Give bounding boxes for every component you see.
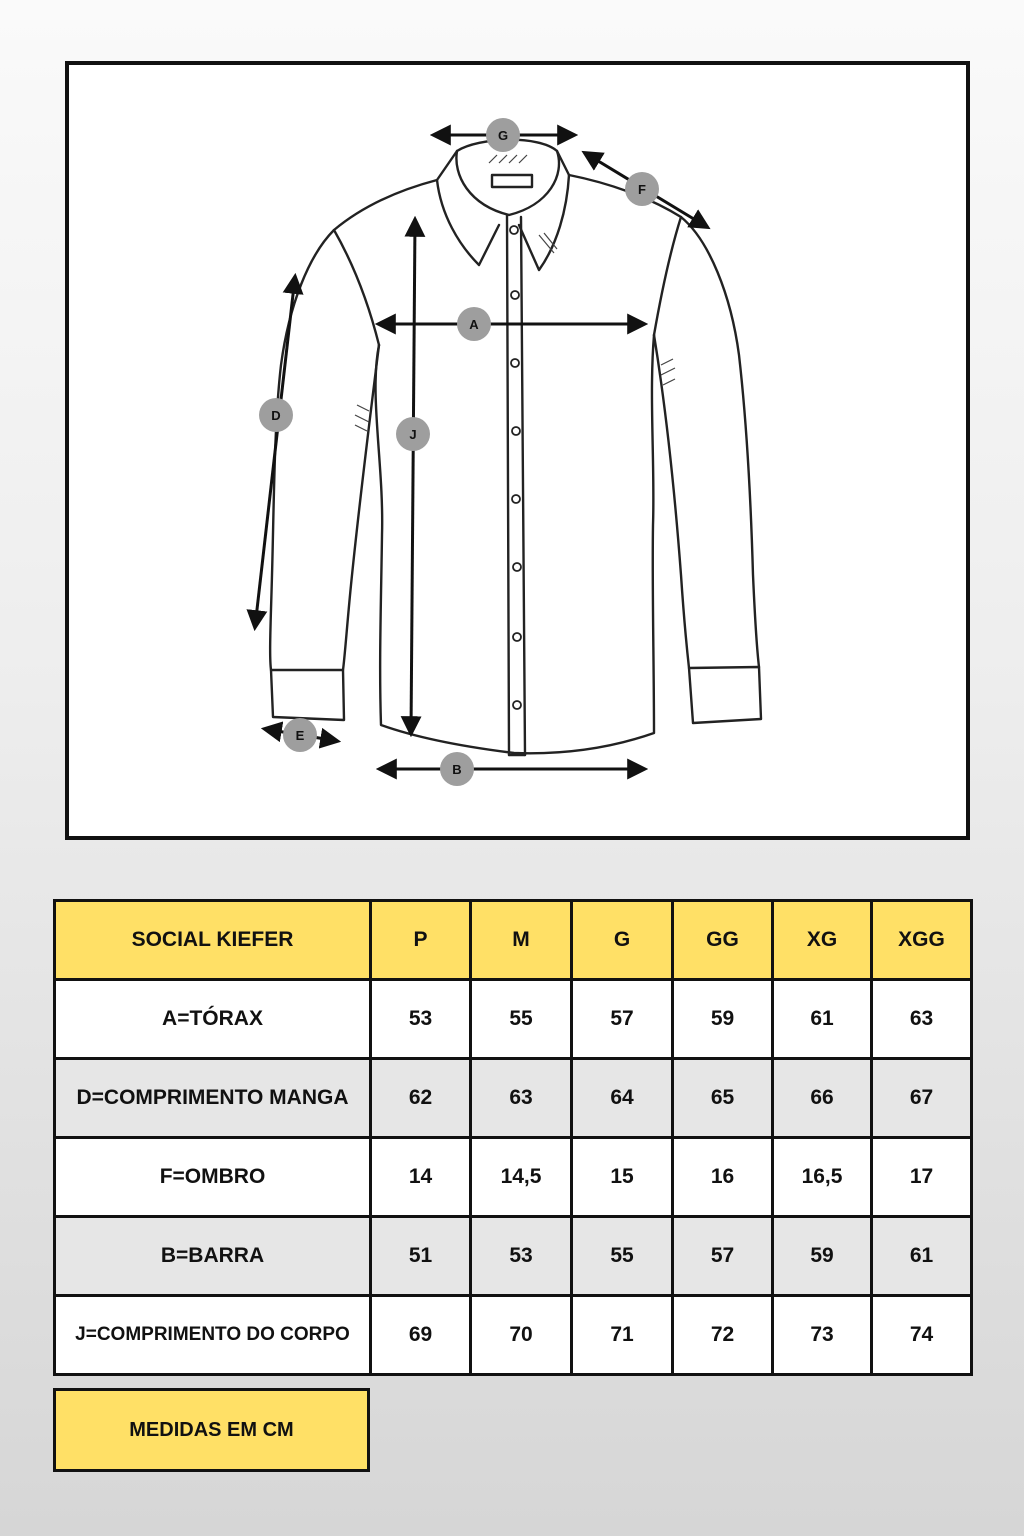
table-cell: 70 [471,1296,572,1375]
marker-a [457,307,491,341]
svg-text:F: F [638,182,646,197]
arrow-d [255,277,295,627]
row-label-torax: A=TÓRAX [55,980,371,1059]
table-cell: 73 [773,1296,872,1375]
table-cell: 59 [773,1217,872,1296]
table-cell: 66 [773,1059,872,1138]
table-cell: 67 [872,1059,972,1138]
svg-text:G: G [497,128,509,143]
measurement-arrows [255,135,707,769]
svg-text:B: B [452,762,462,777]
marker-d [259,398,293,432]
table-cell: 71 [572,1296,673,1375]
shirt-buttons [510,226,521,709]
table-row [55,1217,972,1296]
table-cell: 74 [872,1296,972,1375]
table-cell: 14,5 [471,1138,572,1217]
shirt-illustration-icon [69,65,966,836]
size-header-p: P [371,901,471,980]
marker-g [486,118,520,152]
row-label-comprimento-manga: D=COMPRIMENTO MANGA [55,1059,371,1138]
table-cell: 59 [673,980,773,1059]
table-cell: 14 [371,1138,471,1217]
size-chart-table [53,899,973,1376]
marker-f [625,172,659,206]
table-cell: 53 [371,980,471,1059]
row-label-barra: B=BARRA [55,1217,371,1296]
table-cell: 53 [471,1217,572,1296]
marker-b [440,752,474,786]
arrow-j [411,220,415,733]
marker-e [283,718,317,752]
table-cell: 69 [371,1296,471,1375]
table-row [55,1138,972,1217]
row-label-comprimento-do-corpo: J=COMPRIMENTO DO CORPO [55,1296,371,1375]
table-header-row [55,901,972,980]
table-cell: 64 [572,1059,673,1138]
size-header-xg: XG [773,901,872,980]
table-row [55,1059,972,1138]
svg-text:D: D [271,408,281,423]
table-cell: 55 [572,1217,673,1296]
table-cell: 16,5 [773,1138,872,1217]
svg-text:J: J [409,427,417,442]
size-header-g: G [572,901,673,980]
table-cell: 63 [471,1059,572,1138]
table-cell: 61 [872,1217,972,1296]
table-row [55,1296,972,1375]
table-cell: 72 [673,1296,773,1375]
table-cell: 57 [572,980,673,1059]
size-header-gg: GG [673,901,773,980]
marker-j [396,417,430,451]
table-cell: 16 [673,1138,773,1217]
table-cell: 62 [371,1059,471,1138]
product-name-header: SOCIAL KIEFER [55,901,371,980]
table-cell: 65 [673,1059,773,1138]
table-cell: 17 [872,1138,972,1217]
table-cell: 15 [572,1138,673,1217]
svg-text:E: E [295,728,305,743]
table-cell: 55 [471,980,572,1059]
unit-note: MEDIDAS EM CM [53,1388,370,1472]
table-cell: 63 [872,980,972,1059]
table-cell: 51 [371,1217,471,1296]
size-header-xgg: XGG [872,901,972,980]
size-header-m: M [471,901,572,980]
table-cell: 57 [673,1217,773,1296]
svg-text:A: A [469,317,479,332]
table-cell: 61 [773,980,872,1059]
table-row [55,980,972,1059]
shirt-diagram-panel [65,61,970,840]
row-label-ombro: F=OMBRO [55,1138,371,1217]
